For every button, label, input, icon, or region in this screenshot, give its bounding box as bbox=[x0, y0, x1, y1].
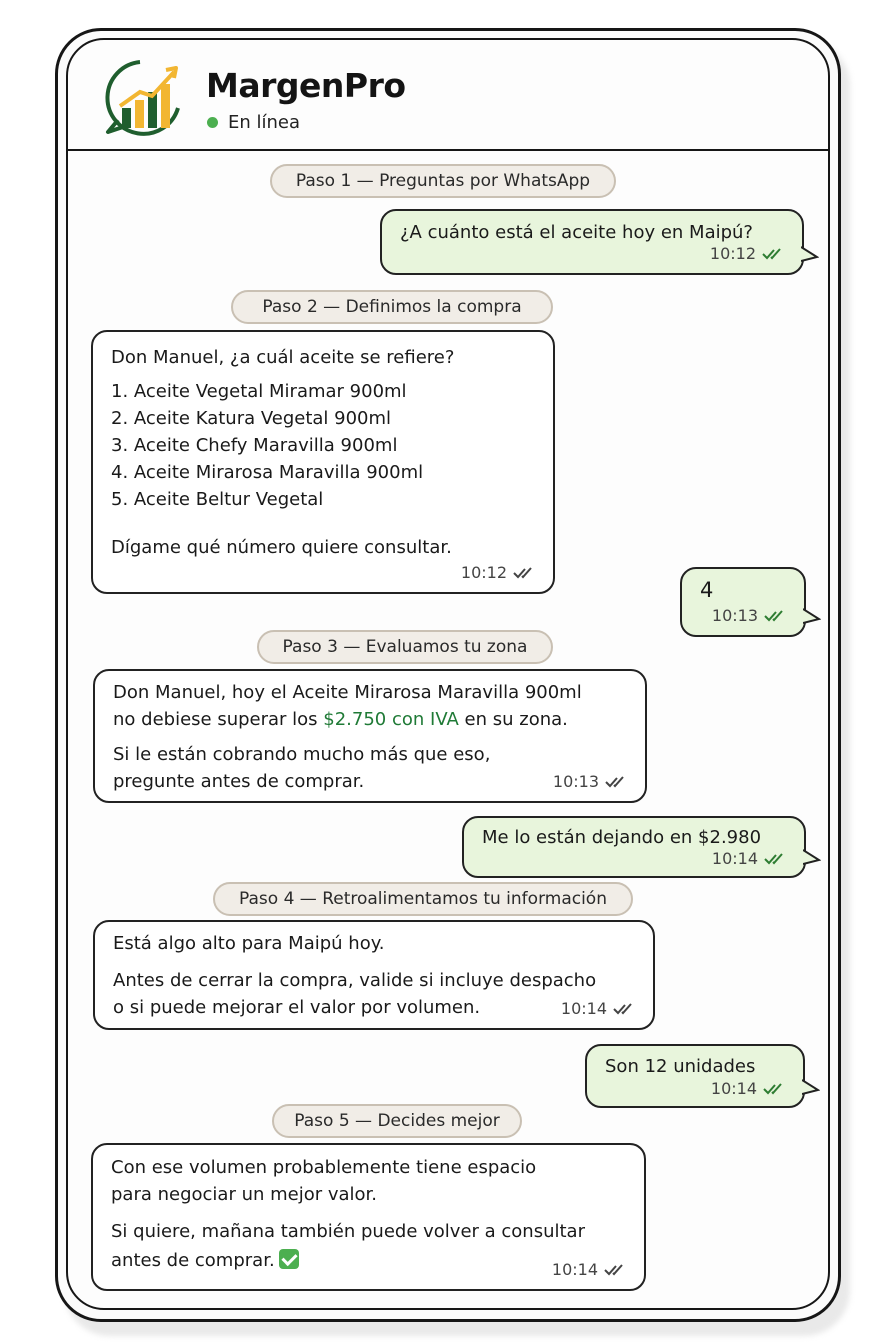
message-time: 10:12 bbox=[709, 244, 756, 263]
double-check-icon bbox=[764, 852, 788, 866]
option-item-5: 5. Aceite Beltur Vegetal bbox=[111, 489, 324, 510]
option-item-4: 4. Aceite Mirarosa Maravilla 900ml bbox=[111, 462, 424, 483]
message-outgoing-5[interactable] bbox=[462, 816, 806, 878]
double-check-icon bbox=[613, 1002, 637, 1016]
message-incoming-4[interactable] bbox=[93, 669, 647, 803]
text-fragment: en su zona. bbox=[458, 709, 568, 730]
app-title: MargenPro bbox=[206, 66, 406, 105]
double-check-icon bbox=[604, 1263, 628, 1277]
option-item-2: 2. Aceite Katura Vegetal 900ml bbox=[111, 408, 392, 429]
message-time: 10:14 bbox=[710, 1079, 757, 1098]
step-label-3: Paso 3 — Evaluamos tu zona bbox=[257, 630, 553, 664]
message-meta bbox=[712, 602, 788, 629]
header-divider bbox=[68, 149, 828, 151]
message-text: Si le están cobrando mucho más que eso, bbox=[113, 744, 491, 765]
bubble-tail bbox=[801, 245, 819, 263]
message-time: 10:14 bbox=[560, 999, 607, 1018]
message-time: 10:12 bbox=[460, 563, 507, 582]
message-time: 10:13 bbox=[552, 772, 599, 791]
message-meta bbox=[712, 845, 788, 872]
message-text: Dígame qué número quiere consultar. bbox=[111, 537, 452, 558]
message-text: o si puede mejorar el valor por volumen. bbox=[113, 997, 481, 1018]
message-text: Antes de cerrar la compra, valide si incluye despacho bbox=[113, 970, 597, 991]
message-time: 10:14 bbox=[711, 849, 758, 868]
message-meta bbox=[461, 559, 537, 586]
margenpro-logo-icon bbox=[100, 56, 186, 136]
message-outgoing-7[interactable] bbox=[585, 1044, 805, 1108]
step-label-2: Paso 2 — Definimos la compra bbox=[231, 290, 553, 324]
message-incoming-6[interactable] bbox=[93, 920, 655, 1030]
message-text: para negociar un mejor valor. bbox=[111, 1184, 378, 1205]
message-text: Don Manuel, hoy el Aceite Mirarosa Maravilla 900ml bbox=[113, 682, 582, 703]
message-text: ¿A cuánto está el aceite hoy en Maipú? bbox=[400, 222, 753, 243]
message-meta bbox=[710, 240, 786, 267]
message-outgoing-1[interactable] bbox=[380, 209, 804, 275]
price-highlight: $2.750 con IVA bbox=[323, 709, 459, 730]
message-incoming-2[interactable] bbox=[91, 330, 555, 594]
option-item-1: 1. Aceite Vegetal Miramar 900ml bbox=[111, 381, 407, 402]
message-text: Don Manuel, ¿a cuál aceite se refiere? bbox=[111, 347, 455, 368]
message-meta bbox=[711, 1075, 787, 1102]
double-check-icon bbox=[764, 609, 788, 623]
message-text: Me lo están dejando en $2.980 bbox=[482, 827, 762, 848]
status-label: En línea bbox=[228, 112, 301, 133]
bubble-tail bbox=[803, 607, 821, 625]
message-meta bbox=[552, 1256, 628, 1283]
text-fragment: antes de comprar. bbox=[111, 1250, 275, 1271]
message-text: Son 12 unidades bbox=[605, 1056, 756, 1077]
message-text: Con ese volumen probablemente tiene espacio bbox=[111, 1157, 537, 1178]
message-incoming-8[interactable] bbox=[91, 1143, 646, 1291]
message-meta bbox=[561, 995, 637, 1022]
bubble-tail bbox=[803, 848, 821, 866]
step-label-1: Paso 1 — Preguntas por WhatsApp bbox=[270, 164, 616, 198]
message-outgoing-3[interactable] bbox=[680, 567, 806, 637]
bubble-tail bbox=[802, 1078, 820, 1096]
double-check-icon bbox=[763, 1082, 787, 1096]
option-item-3: 3. Aceite Chefy Maravilla 900ml bbox=[111, 435, 398, 456]
message-text-line bbox=[111, 1247, 299, 1274]
message-text: Está algo alto para Maipú hoy. bbox=[113, 933, 385, 954]
step-label-4: Paso 4 — Retroalimentamos tu información bbox=[213, 882, 633, 916]
online-status bbox=[207, 112, 300, 133]
step-label-5: Paso 5 — Decides mejor bbox=[272, 1104, 522, 1138]
message-time: 10:14 bbox=[551, 1260, 598, 1279]
message-meta bbox=[553, 768, 629, 795]
message-text: Si quiere, mañana también puede volver a consultar bbox=[111, 1221, 585, 1242]
message-text: pregunte antes de comprar. bbox=[113, 771, 365, 792]
message-time: 10:13 bbox=[711, 606, 758, 625]
message-text-line bbox=[113, 706, 568, 733]
double-check-icon bbox=[605, 775, 629, 789]
text-fragment: no debiese superar los bbox=[113, 709, 324, 730]
double-check-icon bbox=[762, 247, 786, 261]
message-text: 4 bbox=[700, 578, 714, 602]
online-dot-icon bbox=[207, 117, 218, 128]
check-mark-button-icon bbox=[279, 1249, 299, 1269]
double-check-icon bbox=[513, 566, 537, 580]
